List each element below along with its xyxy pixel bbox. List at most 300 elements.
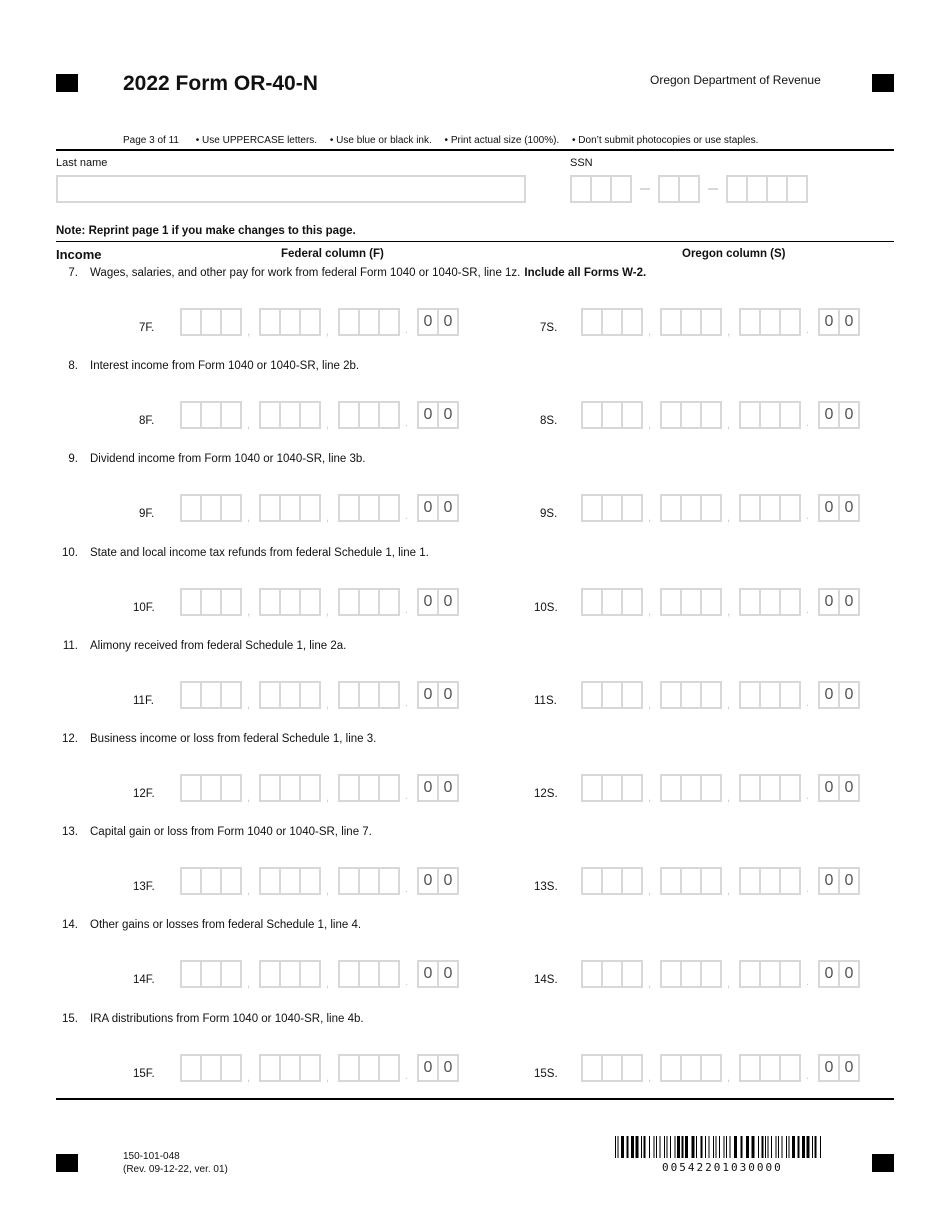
digit-cell[interactable] [358, 867, 380, 895]
digit-cell[interactable] [338, 308, 360, 336]
line-description [56, 826, 372, 838]
digit-cell[interactable] [759, 401, 781, 429]
digit-cell[interactable] [581, 588, 603, 616]
line-number: 11. [62, 639, 78, 652]
digit-cell[interactable] [680, 588, 702, 616]
digit-cell[interactable] [759, 774, 781, 802]
digit-cell[interactable] [180, 774, 202, 802]
barcode-bar [709, 1136, 710, 1158]
thousands-separator [641, 774, 660, 804]
federal-amount-field[interactable] [180, 308, 457, 338]
oregon-amount-field[interactable] [581, 401, 858, 431]
digit-cell[interactable] [581, 401, 603, 429]
digit-cell[interactable] [739, 588, 761, 616]
line-text: Business income or loss from federal Schedule 1, line 3. [90, 733, 377, 745]
digit-cell[interactable] [378, 494, 400, 522]
barcode-bar [667, 1136, 668, 1158]
digit-cell[interactable] [779, 308, 801, 336]
digit-cell[interactable] [680, 960, 702, 988]
digit-cell[interactable] [200, 588, 222, 616]
digit-cell[interactable] [779, 960, 801, 988]
digit-cell[interactable] [660, 867, 682, 895]
digit-cell[interactable] [259, 867, 281, 895]
digit-cell[interactable] [338, 774, 360, 802]
federal-line-label: 15F. [133, 1067, 155, 1080]
form-number-block [123, 1150, 228, 1176]
registration-mark [872, 1154, 894, 1172]
digit-cell[interactable] [601, 401, 623, 429]
federal-amount-field[interactable] [180, 588, 457, 618]
decimal-point [398, 494, 417, 524]
decimal-point [398, 960, 417, 990]
digit-cell[interactable] [279, 494, 301, 522]
digit-cell[interactable] [700, 774, 722, 802]
cents-cell: 0 [417, 867, 439, 895]
digit-cell[interactable] [220, 681, 242, 709]
digit-cell[interactable] [581, 960, 603, 988]
digit-cell[interactable] [259, 308, 281, 336]
ssn-digit[interactable] [766, 175, 788, 203]
digit-cell[interactable] [739, 681, 761, 709]
thousands-separator [641, 681, 660, 711]
line-description [56, 919, 361, 931]
digit-cell[interactable] [220, 401, 242, 429]
digit-cell[interactable] [358, 401, 380, 429]
digit-cell[interactable] [660, 588, 682, 616]
digit-cell[interactable] [759, 681, 781, 709]
digit-cell[interactable] [220, 588, 242, 616]
ssn-digit[interactable] [678, 175, 700, 203]
digit-cell[interactable] [739, 1054, 761, 1082]
digit-cell[interactable] [180, 681, 202, 709]
cents-cell: 0 [818, 494, 840, 522]
barcode-bar [682, 1136, 684, 1158]
digit-cell[interactable] [601, 308, 623, 336]
header-divider [56, 149, 894, 151]
digit-cell[interactable] [581, 867, 603, 895]
digit-cell[interactable] [621, 681, 643, 709]
digit-cell[interactable] [338, 401, 360, 429]
digit-cell[interactable] [759, 960, 781, 988]
digit-cell[interactable] [700, 867, 722, 895]
federal-line-label: 11F. [133, 694, 154, 707]
thousands-separator [319, 401, 338, 431]
digit-cell[interactable] [660, 494, 682, 522]
digit-cell[interactable] [299, 774, 321, 802]
digit-cell[interactable] [739, 401, 761, 429]
digit-cell[interactable] [200, 867, 222, 895]
digit-cell[interactable] [358, 774, 380, 802]
revision-text: (Rev. 09-12-22, ver. 01) [123, 1164, 228, 1175]
thousands-separator [641, 867, 660, 897]
digit-cell[interactable] [378, 401, 400, 429]
digit-cell[interactable] [601, 588, 623, 616]
decimal-point [398, 774, 417, 804]
instruction: • Don’t submit photocopies or use staples. [572, 135, 759, 146]
digit-cell[interactable] [601, 1054, 623, 1082]
barcode-bar [615, 1136, 616, 1158]
digit-cell[interactable] [601, 960, 623, 988]
digit-cell[interactable] [259, 401, 281, 429]
ssn-dash [708, 188, 718, 190]
thousands-separator [720, 494, 739, 524]
thousands-separator [641, 588, 660, 618]
federal-amount-field[interactable] [180, 1054, 457, 1084]
digit-cell[interactable] [259, 1054, 281, 1082]
digit-cell[interactable] [220, 867, 242, 895]
digit-cell[interactable] [220, 308, 242, 336]
digit-cell[interactable] [660, 308, 682, 336]
cents-cell: 0 [417, 960, 439, 988]
digit-cell[interactable] [299, 867, 321, 895]
digit-cell[interactable] [660, 401, 682, 429]
oregon-line-label: 15S. [534, 1067, 558, 1080]
digit-cell[interactable] [700, 1054, 722, 1082]
digit-cell[interactable] [279, 960, 301, 988]
digit-cell[interactable] [378, 774, 400, 802]
thousands-separator [641, 494, 660, 524]
cents-cell: 0 [838, 681, 860, 709]
digit-cell[interactable] [680, 401, 702, 429]
ssn-label: SSN [570, 157, 593, 169]
thousands-separator [641, 308, 660, 338]
digit-cell[interactable] [739, 308, 761, 336]
decimal-point [398, 1054, 417, 1084]
barcode-bar [746, 1136, 749, 1158]
digit-cell[interactable] [299, 681, 321, 709]
cents-cell: 0 [417, 588, 439, 616]
cents-cell: 0 [437, 774, 459, 802]
digit-cell[interactable] [180, 494, 202, 522]
digit-cell[interactable] [601, 494, 623, 522]
cents-cell: 0 [437, 867, 459, 895]
oregon-amount-field[interactable] [581, 867, 858, 897]
digit-cell[interactable] [338, 588, 360, 616]
digit-cell[interactable] [279, 867, 301, 895]
digit-cell[interactable] [200, 681, 222, 709]
barcode-bar [807, 1136, 810, 1158]
thousands-separator [240, 681, 259, 711]
digit-cell[interactable] [621, 960, 643, 988]
digit-cell[interactable] [220, 774, 242, 802]
decimal-point [398, 588, 417, 618]
digit-cell[interactable] [259, 774, 281, 802]
digit-cell[interactable] [680, 867, 702, 895]
federal-line-label: 8F. [139, 415, 155, 428]
digit-cell[interactable] [759, 588, 781, 616]
digit-cell[interactable] [680, 308, 702, 336]
digit-cell[interactable] [779, 401, 801, 429]
digit-cell[interactable] [299, 494, 321, 522]
digit-cell[interactable] [279, 1054, 301, 1082]
digit-cell[interactable] [200, 960, 222, 988]
digit-cell[interactable] [378, 867, 400, 895]
instruction: • Use UPPERCASE letters. [195, 135, 318, 146]
thousands-separator [240, 494, 259, 524]
oregon-amount-field[interactable] [581, 774, 858, 804]
registration-mark [56, 1154, 78, 1172]
cents-cell: 0 [437, 1054, 459, 1082]
barcode-bar [644, 1136, 646, 1158]
barcode-bar [627, 1136, 629, 1158]
oregon-amount-field[interactable] [581, 960, 858, 990]
cents-cell: 0 [417, 1054, 439, 1082]
digit-cell[interactable] [378, 1054, 400, 1082]
ssn-digit[interactable] [726, 175, 748, 203]
digit-cell[interactable] [601, 867, 623, 895]
form-title: 2022 Form OR-40-N [123, 72, 318, 95]
oregon-amount-field[interactable] [581, 588, 858, 618]
digit-cell[interactable] [259, 960, 281, 988]
cents-cell: 0 [838, 960, 860, 988]
digit-cell[interactable] [299, 1054, 321, 1082]
digit-cell[interactable] [200, 1054, 222, 1082]
digit-cell[interactable] [259, 681, 281, 709]
digit-cell[interactable] [358, 308, 380, 336]
federal-line-label: 12F. [133, 788, 155, 800]
oregon-line-label: 13S. [534, 881, 558, 894]
ssn-digit[interactable] [786, 175, 808, 203]
digit-cell[interactable] [581, 1054, 603, 1082]
digit-cell[interactable] [581, 681, 603, 709]
last-name-label: Last name [56, 157, 108, 169]
digit-cell[interactable] [621, 1054, 643, 1082]
digit-cell[interactable] [220, 494, 242, 522]
thousands-separator [319, 960, 338, 990]
ssn-digit[interactable] [746, 175, 768, 203]
digit-cell[interactable] [700, 308, 722, 336]
cents-cell: 0 [838, 494, 860, 522]
barcode-bar [768, 1136, 769, 1158]
digit-cell[interactable] [180, 308, 202, 336]
line-description [56, 640, 346, 652]
line-number: 7. [68, 267, 78, 279]
last-name-input[interactable] [56, 175, 526, 203]
barcode-bar [792, 1136, 795, 1158]
federal-amount-field[interactable] [180, 401, 457, 431]
barcode-bar [771, 1136, 772, 1158]
federal-amount-field[interactable] [180, 774, 457, 804]
barcode-bar [649, 1136, 650, 1158]
line-text: Dividend income from Form 1040 or 1040-SR, line 3b. [90, 453, 366, 466]
digit-cell[interactable] [581, 308, 603, 336]
oregon-amount-field[interactable] [581, 308, 858, 338]
digit-cell[interactable] [700, 588, 722, 616]
digit-cell[interactable] [779, 867, 801, 895]
barcode-bar [716, 1136, 717, 1158]
thousands-separator [720, 1054, 739, 1084]
digit-cell[interactable] [180, 1054, 202, 1082]
digit-cell[interactable] [680, 681, 702, 709]
digit-cell[interactable] [200, 308, 222, 336]
digit-cell[interactable] [200, 494, 222, 522]
digit-cell[interactable] [739, 774, 761, 802]
digit-cell[interactable] [180, 401, 202, 429]
barcode-number: 00542201030000 [662, 1161, 783, 1174]
digit-cell[interactable] [338, 960, 360, 988]
line-text: Interest income from Form 1040 or 1040-SR, line 2b. [90, 360, 360, 373]
digit-cell[interactable] [739, 867, 761, 895]
digit-cell[interactable] [779, 681, 801, 709]
federal-amount-field[interactable] [180, 867, 457, 897]
ssn-digit[interactable] [590, 175, 612, 203]
ssn-input[interactable] [570, 175, 806, 203]
digit-cell[interactable] [601, 774, 623, 802]
line-number: 12. [62, 733, 78, 745]
thousands-separator [641, 1054, 660, 1084]
cents-cell: 0 [417, 494, 439, 522]
barcode-bar [812, 1136, 813, 1158]
line-text: Wages, salaries, and other pay for work from federal Form 1040 or 1040-SR, line 1z. [90, 267, 521, 279]
digit-cell[interactable] [581, 494, 603, 522]
barcode-bar [677, 1136, 680, 1158]
digit-cell[interactable] [621, 308, 643, 336]
digit-cell[interactable] [601, 681, 623, 709]
digit-cell[interactable] [680, 774, 702, 802]
digit-cell[interactable] [279, 681, 301, 709]
digit-cell[interactable] [759, 308, 781, 336]
digit-cell[interactable] [378, 308, 400, 336]
digit-cell[interactable] [779, 588, 801, 616]
line-text: IRA distributions from Form 1040 or 1040-SR, line 4b. [90, 1012, 364, 1025]
digit-cell[interactable] [759, 1054, 781, 1082]
digit-cell[interactable] [358, 960, 380, 988]
digit-cell[interactable] [680, 494, 702, 522]
digit-cell[interactable] [299, 960, 321, 988]
digit-cell[interactable] [259, 494, 281, 522]
thousands-separator [319, 867, 338, 897]
barcode-bar [802, 1136, 805, 1158]
digit-cell[interactable] [180, 588, 202, 616]
digit-cell[interactable] [779, 1054, 801, 1082]
digit-cell[interactable] [338, 494, 360, 522]
digit-cell[interactable] [279, 774, 301, 802]
instruction: • Use blue or black ink. [329, 135, 432, 146]
oregon-amount-field[interactable] [581, 494, 858, 524]
barcode-bar [656, 1136, 657, 1158]
line-description [56, 547, 429, 559]
instruction: • Print actual size (100%). [444, 135, 560, 146]
federal-line-label: 7F. [139, 322, 155, 334]
federal-line-label: 9F. [139, 508, 155, 521]
digit-cell[interactable] [299, 401, 321, 429]
thousands-separator [240, 774, 259, 804]
ssn-digit[interactable] [658, 175, 680, 203]
digit-cell[interactable] [660, 681, 682, 709]
digit-cell[interactable] [759, 867, 781, 895]
digit-cell[interactable] [279, 588, 301, 616]
digit-cell[interactable] [700, 681, 722, 709]
digit-cell[interactable] [621, 494, 643, 522]
digit-cell[interactable] [279, 401, 301, 429]
digit-cell[interactable] [180, 867, 202, 895]
digit-cell[interactable] [621, 401, 643, 429]
barcode-bar [734, 1136, 737, 1158]
oregon-line-label: 14S. [534, 974, 558, 987]
digit-cell[interactable] [358, 681, 380, 709]
digit-cell[interactable] [581, 774, 603, 802]
digit-cell[interactable] [700, 401, 722, 429]
digit-cell[interactable] [700, 960, 722, 988]
cents-cell: 0 [838, 867, 860, 895]
digit-cell[interactable] [220, 960, 242, 988]
decimal-point [799, 774, 818, 804]
digit-cell[interactable] [279, 308, 301, 336]
thousands-separator [720, 681, 739, 711]
digit-cell[interactable] [378, 960, 400, 988]
thousands-separator [319, 774, 338, 804]
federal-amount-field[interactable] [180, 681, 457, 711]
digit-cell[interactable] [378, 588, 400, 616]
digit-cell[interactable] [338, 1054, 360, 1082]
federal-amount-field[interactable] [180, 960, 457, 990]
thousands-separator [641, 960, 660, 990]
digit-cell[interactable] [338, 867, 360, 895]
digit-cell[interactable] [299, 588, 321, 616]
digit-cell[interactable] [621, 774, 643, 802]
digit-cell[interactable] [259, 588, 281, 616]
oregon-amount-field[interactable] [581, 1054, 858, 1084]
cents-cell: 0 [417, 401, 439, 429]
oregon-line-label: 9S. [540, 508, 558, 521]
digit-cell[interactable] [660, 960, 682, 988]
oregon-amount-field[interactable] [581, 681, 858, 711]
federal-column-heading: Federal column (F) [281, 248, 384, 260]
ssn-digit[interactable] [570, 175, 592, 203]
thousands-separator [240, 401, 259, 431]
cents-cell: 0 [437, 308, 459, 336]
digit-cell[interactable] [779, 774, 801, 802]
barcode-bar [701, 1136, 703, 1158]
digit-cell[interactable] [358, 1054, 380, 1082]
federal-line-label: 14F. [133, 974, 155, 987]
thousands-separator [720, 774, 739, 804]
thousands-separator [720, 867, 739, 897]
ssn-digit[interactable] [610, 175, 632, 203]
digit-cell[interactable] [759, 494, 781, 522]
barcode-bar [705, 1136, 706, 1158]
barcode-bar [765, 1136, 766, 1158]
digit-cell[interactable] [200, 401, 222, 429]
page-indicator: Page 3 of 11 [123, 135, 179, 146]
digit-cell[interactable] [660, 1054, 682, 1082]
digit-cell[interactable] [358, 588, 380, 616]
line-emphasis: Include all Forms W-2. [524, 267, 647, 279]
barcode-bar [762, 1136, 764, 1158]
digit-cell[interactable] [299, 308, 321, 336]
digit-cell[interactable] [779, 494, 801, 522]
digit-cell[interactable] [220, 1054, 242, 1082]
digit-cell[interactable] [680, 1054, 702, 1082]
decimal-point [398, 401, 417, 431]
digit-cell[interactable] [700, 494, 722, 522]
digit-cell[interactable] [338, 681, 360, 709]
cents-cell: 0 [818, 1054, 840, 1082]
ssn-dash [640, 188, 650, 190]
digit-cell[interactable] [660, 774, 682, 802]
digit-cell[interactable] [621, 867, 643, 895]
decimal-point [799, 494, 818, 524]
digit-cell[interactable] [621, 588, 643, 616]
digit-cell[interactable] [180, 960, 202, 988]
digit-cell[interactable] [739, 960, 761, 988]
digit-cell[interactable] [378, 681, 400, 709]
digit-cell[interactable] [358, 494, 380, 522]
digit-cell[interactable] [739, 494, 761, 522]
federal-amount-field[interactable] [180, 494, 457, 524]
digit-cell[interactable] [200, 774, 222, 802]
decimal-point [799, 960, 818, 990]
